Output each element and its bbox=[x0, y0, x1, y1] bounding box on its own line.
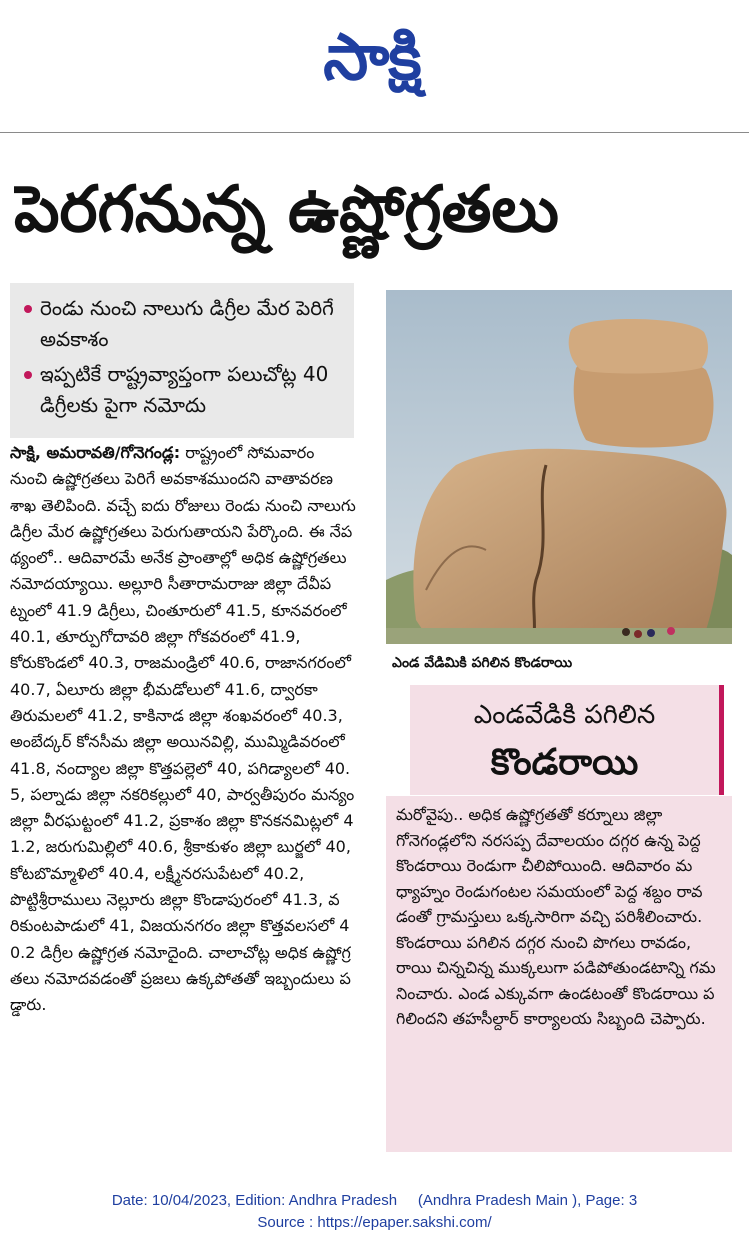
masthead bbox=[0, 0, 749, 130]
footer-date-edition: Date: 10/04/2023, Edition: Andhra Pradesh (Andhra Pradesh Main ), Page: 3 bbox=[111, 1192, 638, 1209]
cracked-rock-photo bbox=[386, 290, 732, 644]
masthead-divider bbox=[0, 132, 749, 133]
sidebar-title-line1: ఎండవేడికి పగిలిన bbox=[473, 700, 656, 730]
sakshi-logo: సాక్షి bbox=[323, 21, 421, 95]
highlight-text: ఇప్పటికే రాష్ట్రవ్యాప్తంగా పలుచోట్ల 40 డిగ్రీలకు పైగా నమోదు bbox=[40, 362, 329, 417]
photo-caption: ఎండ వేడిమికి పగిలిన కొండరాయి bbox=[392, 655, 573, 671]
bullet-icon bbox=[24, 305, 32, 313]
dateline: సాక్షి, అమరావతి/గోనెగండ్ల: bbox=[10, 443, 181, 462]
highlight-item bbox=[22, 359, 342, 421]
sidebar-title-line2: కొండరాయి bbox=[490, 742, 639, 783]
highlight-item bbox=[22, 293, 342, 355]
sidebar-body: మరోవైపు.. అధిక ఉష్ణోగ్రతతో కర్నూలు జిల్లా గోనెగండ్లలోని నరసప్ప దేవాలయం దగ్గర ఉన్న పెద్ద కొండరాయి రెండుగా చీలిపోయింది. ఆదివారం మధ్యాహ్నం రెండుగంటల సమయంలో పెద్ద శబ్దం రావడంతో గ్రామస్తులు ఒక్కసారిగా వచ్చి పరిశీలించారు. కొండరాయి పగిలిన దగ్గర నుంచి పొగలు రావడం, రాయి చిన్నచిన్న ముక్కలుగా పడిపోతుండటాన్ని గమనించారు. ఎండ ఎక్కువగా ఉండటంతో కొండరాయి పగిలిందని తహసీల్దార్ కార్యాలయ సిబ్బంది చెప్పారు. bbox=[386, 796, 732, 1152]
article-headline: పెరగనున్న ఉష్ణోగ్రతలు bbox=[14, 173, 559, 247]
bullet-icon bbox=[24, 371, 32, 379]
page-footer bbox=[0, 1190, 749, 1240]
highlight-text: రెండు నుంచి నాలుగు డిగ్రీల మేర పెరిగే అవకాశం bbox=[40, 296, 334, 351]
rock-image bbox=[386, 290, 732, 644]
article-body bbox=[10, 440, 356, 1160]
footer-source: Source : https://epaper.sakshi.com/ bbox=[257, 1214, 492, 1231]
highlights-box bbox=[10, 283, 354, 438]
sidebar-title-box bbox=[410, 685, 724, 795]
article-body-text: రాష్ట్రంలో సోమవారం నుంచి ఉష్ణోగ్రతలు పెరిగే అవకాశముందని వాతావరణ శాఖ తెలిపింది. వచ్చే ఐదు రోజులు రెండు నుంచి నాలుగు డిగ్రీల మేర ఉష్ణోగ్రతలు పెరుగుతాయని పేర్కొంది. ఈ నేపథ్యంలో.. ఆదివారమే అనేక ప్రాంతాల్లో అధిక ఉష్ణోగ్రతలు నమోదయ్యాయి. అల్లూరి సీతారామరాజు జిల్లా దేవీపట్నంలో 41.9 డిగ్రీలు, చింతూరులో 41.5, కూనవరంలో 40.1, తూర్పుగోదావరి జిల్లా గోకవరంలో 41.9, కోరుకొండలో 40.3, రాజమండ్రిలో 40.6, రాజానగరంలో 40.7, ఏలూరు జిల్లా భీమడోలులో 41.6, ద్వారకా తిరుమలలో 41.2, కాకినాడ జిల్లా శంఖవరంలో 40.3, అంబేద్కర్ కోనసీమ జిల్లా అయినవిల్లి, ముమ్మిడివరంలో 41.8, నంద్యాల జిల్లా కొత్తపల్లెలో 40, పగిడ్యాలలో 40.5, పల్నాడు జిల్లా నకరికల్లులో 40, పార్వతీపురం మన్యం జిల్లా వీరఘట్టంలో 41.2, ప్రకాశం జిల్లా కొనకనమిట్లలో 41.2, జరుగుమిల్లిలో 40.6, శ్రీకాకుళం జిల్లా బుర్జలో 40, కోటబొమ్మాళిలో 40.4, లక్ష్మీనరసుపేటలో 40.2, పొట్టిశ్రీరాములు నెల్లూరు జిల్లా కొండాపురంలో 41.3, వరికుంటపాడులో 41, విజయనగరం జిల్లా కొత్తవలసలో 40.2 డిగ్రీల ఉష్ణోగ్రత నమోదైంది. చాలాచోట్ల అధిక ఉష్ణోగ్రతలు నమోదవడంతో ప్రజలు ఉక్కపోతతో ఇబ్బందులు పడ్డారు. bbox=[10, 443, 356, 1015]
